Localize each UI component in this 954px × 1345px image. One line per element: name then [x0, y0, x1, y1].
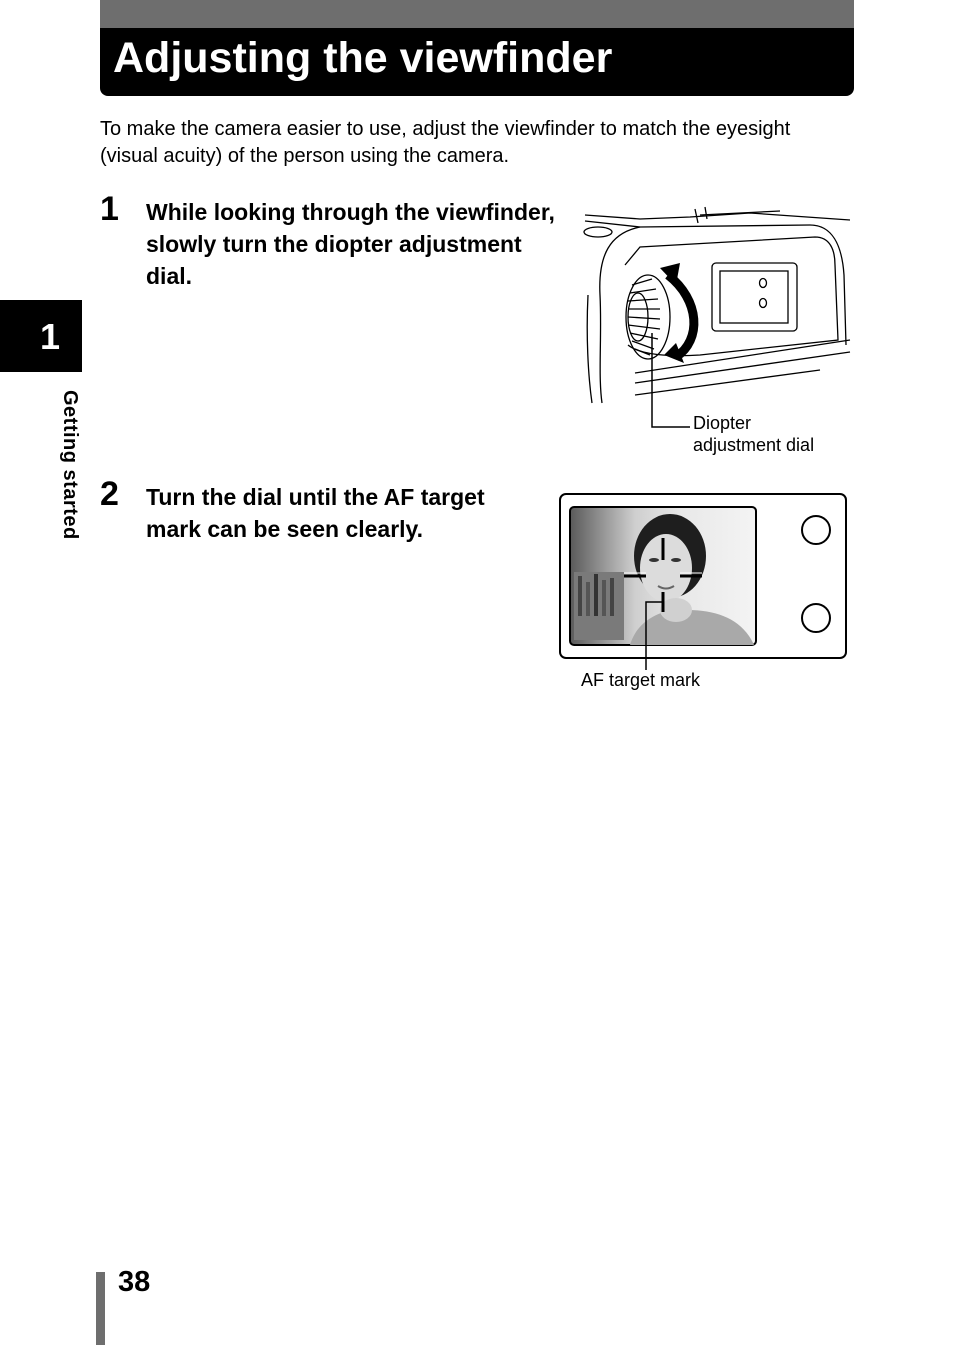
intro-paragraph: To make the camera easier to use, adjust the viewfinder to match the eyesight (visual acuity) of the person using the camera.	[100, 118, 791, 167]
chapter-number: 1	[39, 316, 61, 357]
af-target-callout: AF target mark	[581, 670, 701, 690]
af-target-illustration	[558, 492, 850, 692]
step-2-number: 2	[100, 475, 119, 513]
chapter-tab	[0, 300, 82, 372]
page-number: 38	[118, 1266, 151, 1298]
page-number-bar	[96, 1272, 105, 1345]
diopter-callout-line1: Diopter	[693, 413, 752, 433]
chapter-label: Getting started	[59, 390, 81, 540]
title-bar	[100, 28, 854, 96]
title-bar-top-stripe	[100, 0, 854, 30]
step-2-text: Turn the dial until the AF target mark can be seen clearly.	[146, 484, 485, 542]
step-1-text: While looking through the viewfinder, slowly turn the diopter adjustment dial.	[146, 199, 555, 289]
diopter-callout-line2: adjustment dial	[693, 435, 815, 455]
step-1-number: 1	[100, 190, 119, 228]
diopter-dial-illustration	[580, 205, 855, 410]
page-title: Adjusting the viewfinder	[113, 34, 613, 82]
